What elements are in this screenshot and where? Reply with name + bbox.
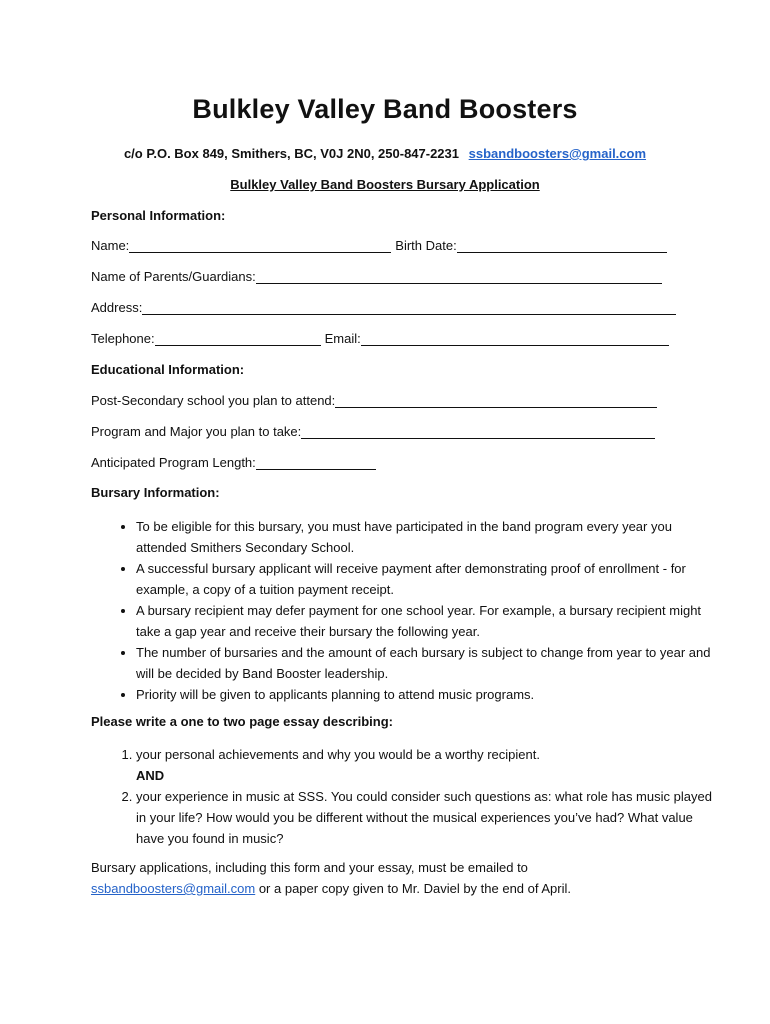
school-row [91,393,657,408]
length-row [91,455,376,470]
form-title: Bulkley Valley Band Boosters Bursary Application [230,177,540,192]
list-item: • A bursary recipient may defer payment for one school year. For example, a bursary recipient might take a gap year and receive their bursary the following year. [136,600,716,642]
parents-label: Name of Parents/Guardians: [91,269,256,284]
birth-date-field[interactable] [457,239,667,253]
essay-item-2: 2. your experience in music at SSS. You could consider such questions as: what role has music played in your life? How would you be different without the musical experiences you’ve had? What value have you found in music? [136,786,716,849]
closing-paragraph [91,857,691,899]
program-field[interactable] [301,425,655,439]
address-field[interactable] [142,301,676,315]
name-row [91,238,667,253]
length-field[interactable] [256,456,376,470]
email-label: Email: [324,331,361,346]
essay-list [110,744,716,849]
header-email-link[interactable]: ssbandboosters@gmail.com [468,146,647,161]
essay-item-1 [136,744,716,786]
program-label: Program and Major you plan to take: [91,424,302,439]
list-item: • To be eligible for this bursary, you must have participated in the band program every year you attended Smithers Secondary School. [136,516,716,558]
educational-info-heading: Educational Information: [91,362,245,377]
length-label: Anticipated Program Length: [91,455,256,470]
bursary-info-list [110,516,716,705]
contact-row [91,331,669,346]
essay-heading: Please write a one to two page essay describing: [91,714,393,729]
name-field[interactable] [129,239,391,253]
address-label: Address: [91,300,143,315]
bursary-info-heading: Bursary Information: [91,485,220,500]
essay-item-1-text: your personal achievements and why you would be a worthy recipient. [136,747,540,762]
parents-field[interactable] [256,270,662,284]
closing-text-2: or a paper copy given to Mr. Daviel by the end of April. [255,881,572,896]
closing-email-link[interactable]: ssbandboosters@gmail.com [91,881,256,896]
birth-date-label: Birth Date: [395,238,457,253]
and-label: AND [136,768,165,783]
parents-row [91,269,662,284]
telephone-field[interactable] [155,332,321,346]
name-label: Name: [91,238,130,253]
mailing-address: c/o P.O. Box 849, Smithers, BC, V0J 2N0, 250-847-2231 [123,146,460,161]
list-item: • Priority will be given to applicants planning to attend music programs. [136,684,716,705]
school-label: Post-Secondary school you plan to attend: [91,393,336,408]
school-field[interactable] [335,394,657,408]
personal-info-heading: Personal Information: [91,208,226,223]
telephone-label: Telephone: [91,331,155,346]
page-title: Bulkley Valley Band Boosters [192,94,578,124]
closing-text-1: Bursary applications, including this form and your essay, must be emailed to [91,860,528,875]
address-row [91,300,676,315]
address-line [0,146,770,161]
list-item: • A successful bursary applicant will receive payment after demonstrating proof of enrollment - for example, a copy of a tuition payment receipt. [136,558,716,600]
email-field[interactable] [361,332,669,346]
program-row [91,424,655,439]
list-item: • The number of bursaries and the amount of each bursary is subject to change from year to year and will be decided by Band Booster leadership. [136,642,716,684]
